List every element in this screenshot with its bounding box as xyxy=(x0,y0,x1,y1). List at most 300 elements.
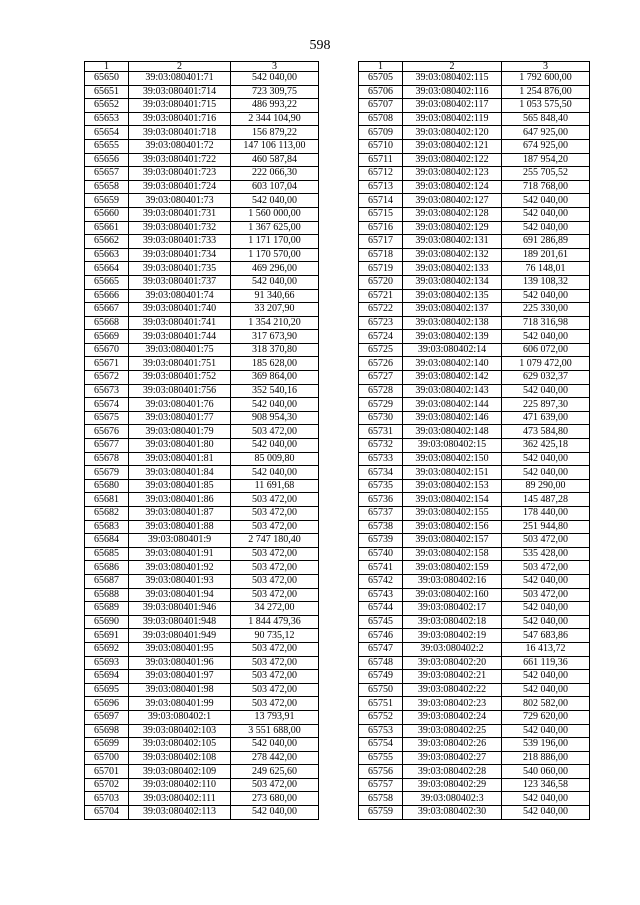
row-number-cell: 65729 xyxy=(359,398,403,412)
value-cell: 278 442,00 xyxy=(231,751,319,765)
value-cell: 503 472,00 xyxy=(231,425,319,439)
value-cell: 90 735,12 xyxy=(231,629,319,643)
table-row xyxy=(85,656,319,670)
table-row xyxy=(85,466,319,480)
value-cell: 718 316,98 xyxy=(502,316,590,330)
cadastral-number-cell: 39:03:080401:740 xyxy=(129,303,231,317)
cadastral-number-cell: 39:03:080401:948 xyxy=(129,615,231,629)
cadastral-number-cell: 39:03:080402:115 xyxy=(403,72,502,86)
table-row xyxy=(85,439,319,453)
value-cell: 503 472,00 xyxy=(231,697,319,711)
value-cell: 674 925,00 xyxy=(502,139,590,153)
row-number-cell: 65712 xyxy=(359,167,403,181)
row-number-cell: 65679 xyxy=(85,466,129,480)
table-row xyxy=(85,126,319,140)
cadastral-number-cell: 39:03:080402:131 xyxy=(403,235,502,249)
table-row xyxy=(359,316,590,330)
value-cell: 542 040,00 xyxy=(502,384,590,398)
table-row xyxy=(85,316,319,330)
cadastral-number-cell: 39:03:080402:129 xyxy=(403,221,502,235)
cadastral-number-cell: 39:03:080402:119 xyxy=(403,112,502,126)
value-cell: 542 040,00 xyxy=(502,670,590,684)
table-row xyxy=(85,534,319,548)
cadastral-number-cell: 39:03:080402:120 xyxy=(403,126,502,140)
value-cell: 503 472,00 xyxy=(231,656,319,670)
table-row xyxy=(85,452,319,466)
value-cell: 503 472,00 xyxy=(231,778,319,792)
value-cell: 189 201,61 xyxy=(502,248,590,262)
table-row xyxy=(359,642,590,656)
row-number-cell: 65739 xyxy=(359,534,403,548)
table-row xyxy=(85,710,319,724)
value-cell: 255 705,52 xyxy=(502,167,590,181)
table-row xyxy=(359,806,590,820)
row-number-cell: 65680 xyxy=(85,479,129,493)
row-number-cell: 65701 xyxy=(85,765,129,779)
table-row xyxy=(359,738,590,752)
row-number-cell: 65688 xyxy=(85,588,129,602)
column-header: 3 xyxy=(502,62,590,72)
value-cell: 352 540,16 xyxy=(231,384,319,398)
table-row xyxy=(359,330,590,344)
value-cell: 542 040,00 xyxy=(502,683,590,697)
row-number-cell: 65657 xyxy=(85,167,129,181)
row-number-cell: 65691 xyxy=(85,629,129,643)
value-cell: 185 628,00 xyxy=(231,357,319,371)
table-row xyxy=(359,697,590,711)
value-cell: 629 032,37 xyxy=(502,371,590,385)
value-cell: 473 584,80 xyxy=(502,425,590,439)
value-cell: 225 330,00 xyxy=(502,303,590,317)
value-cell: 486 993,22 xyxy=(231,99,319,113)
cadastral-number-cell: 39:03:080401:71 xyxy=(129,72,231,86)
table-row xyxy=(85,507,319,521)
table-row xyxy=(85,724,319,738)
cadastral-number-cell: 39:03:080402:138 xyxy=(403,316,502,330)
row-number-cell: 65661 xyxy=(85,221,129,235)
table-row xyxy=(359,72,590,86)
cadastral-number-cell: 39:03:080402:22 xyxy=(403,683,502,697)
table-row xyxy=(85,738,319,752)
row-number-cell: 65735 xyxy=(359,479,403,493)
row-number-cell: 65713 xyxy=(359,180,403,194)
value-cell: 251 944,80 xyxy=(502,520,590,534)
row-number-cell: 65737 xyxy=(359,507,403,521)
table-row xyxy=(359,85,590,99)
cadastral-number-cell: 39:03:080402:103 xyxy=(129,724,231,738)
row-number-cell: 65727 xyxy=(359,371,403,385)
row-number-cell: 65717 xyxy=(359,235,403,249)
cadastral-number-cell: 39:03:080402:18 xyxy=(403,615,502,629)
cadastral-number-cell: 39:03:080401:737 xyxy=(129,275,231,289)
table-row xyxy=(359,670,590,684)
table-row xyxy=(85,588,319,602)
cadastral-number-cell: 39:03:080402:117 xyxy=(403,99,502,113)
value-cell: 802 582,00 xyxy=(502,697,590,711)
table-row xyxy=(85,411,319,425)
table-row xyxy=(359,248,590,262)
table-row xyxy=(85,248,319,262)
value-cell: 542 040,00 xyxy=(231,806,319,820)
value-cell: 542 040,00 xyxy=(502,330,590,344)
table-row xyxy=(359,343,590,357)
cadastral-number-cell: 39:03:080402:14 xyxy=(403,343,502,357)
cadastral-number-cell: 39:03:080401:718 xyxy=(129,126,231,140)
table-row xyxy=(359,574,590,588)
table-row xyxy=(359,452,590,466)
table-row xyxy=(359,656,590,670)
table-row xyxy=(359,235,590,249)
column-header: 2 xyxy=(403,62,502,72)
value-cell: 503 472,00 xyxy=(231,561,319,575)
table-row xyxy=(359,534,590,548)
row-number-cell: 65711 xyxy=(359,153,403,167)
table-row xyxy=(85,275,319,289)
cadastral-number-cell: 39:03:080402:139 xyxy=(403,330,502,344)
table-row xyxy=(359,139,590,153)
value-cell: 187 954,20 xyxy=(502,153,590,167)
row-number-cell: 65746 xyxy=(359,629,403,643)
cadastral-number-cell: 39:03:080401:91 xyxy=(129,547,231,561)
row-number-cell: 65699 xyxy=(85,738,129,752)
value-cell: 535 428,00 xyxy=(502,547,590,561)
table-row xyxy=(359,561,590,575)
table-row xyxy=(85,85,319,99)
cadastral-number-cell: 39:03:080401:733 xyxy=(129,235,231,249)
cadastral-number-cell: 39:03:080402:124 xyxy=(403,180,502,194)
cadastral-number-cell: 39:03:080401:715 xyxy=(129,99,231,113)
table-row xyxy=(85,547,319,561)
cadastral-number-cell: 39:03:080402:148 xyxy=(403,425,502,439)
table-row xyxy=(359,507,590,521)
page-number: 598 xyxy=(309,38,331,53)
row-number-cell: 65723 xyxy=(359,316,403,330)
row-number-cell: 65702 xyxy=(85,778,129,792)
table-row xyxy=(85,72,319,86)
cadastral-number-cell: 39:03:080401:722 xyxy=(129,153,231,167)
value-cell: 542 040,00 xyxy=(502,207,590,221)
table-row xyxy=(359,207,590,221)
row-number-cell: 65756 xyxy=(359,765,403,779)
cadastral-number-cell: 39:03:080401:75 xyxy=(129,343,231,357)
table-row xyxy=(85,371,319,385)
cadastral-number-cell: 39:03:080402:123 xyxy=(403,167,502,181)
header-row xyxy=(359,62,590,72)
row-number-cell: 65755 xyxy=(359,751,403,765)
row-number-cell: 65671 xyxy=(85,357,129,371)
table-row xyxy=(85,384,319,398)
value-cell: 542 040,00 xyxy=(231,439,319,453)
cadastral-number-cell: 39:03:080401:94 xyxy=(129,588,231,602)
table-row xyxy=(85,180,319,194)
value-cell: 503 472,00 xyxy=(231,683,319,697)
cadastral-number-cell: 39:03:080401:74 xyxy=(129,289,231,303)
row-number-cell: 65676 xyxy=(85,425,129,439)
row-number-cell: 65722 xyxy=(359,303,403,317)
table-row xyxy=(359,357,590,371)
value-cell: 647 925,00 xyxy=(502,126,590,140)
row-number-cell: 65664 xyxy=(85,262,129,276)
value-cell: 565 848,40 xyxy=(502,112,590,126)
table-row xyxy=(85,425,319,439)
cadastral-number-cell: 39:03:080402:121 xyxy=(403,139,502,153)
row-number-cell: 65707 xyxy=(359,99,403,113)
value-cell: 503 472,00 xyxy=(502,588,590,602)
table-row xyxy=(359,398,590,412)
table-row xyxy=(85,642,319,656)
table-row xyxy=(85,235,319,249)
row-number-cell: 65663 xyxy=(85,248,129,262)
cadastral-number-cell: 39:03:080402:26 xyxy=(403,738,502,752)
cadastral-number-cell: 39:03:080402:27 xyxy=(403,751,502,765)
value-cell: 503 472,00 xyxy=(502,534,590,548)
value-cell: 249 625,60 xyxy=(231,765,319,779)
cadastral-number-cell: 39:03:080401:87 xyxy=(129,507,231,521)
row-number-cell: 65715 xyxy=(359,207,403,221)
table-row xyxy=(359,792,590,806)
row-number-cell: 65733 xyxy=(359,452,403,466)
row-number-cell: 65692 xyxy=(85,642,129,656)
row-number-cell: 65693 xyxy=(85,656,129,670)
row-number-cell: 65681 xyxy=(85,493,129,507)
row-number-cell: 65705 xyxy=(359,72,403,86)
row-number-cell: 65696 xyxy=(85,697,129,711)
row-number-cell: 65741 xyxy=(359,561,403,575)
value-cell: 908 954,30 xyxy=(231,411,319,425)
table-row xyxy=(359,683,590,697)
table-row xyxy=(359,167,590,181)
value-cell: 542 040,00 xyxy=(502,452,590,466)
row-number-cell: 65757 xyxy=(359,778,403,792)
cadastral-number-cell: 39:03:080402:21 xyxy=(403,670,502,684)
row-number-cell: 65667 xyxy=(85,303,129,317)
cadastral-number-cell: 39:03:080402:28 xyxy=(403,765,502,779)
row-number-cell: 65716 xyxy=(359,221,403,235)
cadastral-number-cell: 39:03:080401:72 xyxy=(129,139,231,153)
table-row xyxy=(359,439,590,453)
row-number-cell: 65751 xyxy=(359,697,403,711)
table-row xyxy=(359,411,590,425)
row-number-cell: 65745 xyxy=(359,615,403,629)
value-cell: 273 680,00 xyxy=(231,792,319,806)
row-number-cell: 65685 xyxy=(85,547,129,561)
table-row xyxy=(85,615,319,629)
row-number-cell: 65678 xyxy=(85,452,129,466)
cadastral-number-cell: 39:03:080402:17 xyxy=(403,602,502,616)
row-number-cell: 65704 xyxy=(85,806,129,820)
table-row xyxy=(85,343,319,357)
cadastral-number-cell: 39:03:080402:29 xyxy=(403,778,502,792)
cadastral-number-cell: 39:03:080402:151 xyxy=(403,466,502,480)
value-cell: 139 108,32 xyxy=(502,275,590,289)
value-cell: 542 040,00 xyxy=(231,72,319,86)
cadastral-number-cell: 39:03:080401:716 xyxy=(129,112,231,126)
row-number-cell: 65674 xyxy=(85,398,129,412)
table-row xyxy=(359,629,590,643)
value-cell: 3 551 688,00 xyxy=(231,724,319,738)
cadastral-number-cell: 39:03:080402:140 xyxy=(403,357,502,371)
row-number-cell: 65710 xyxy=(359,139,403,153)
value-cell: 542 040,00 xyxy=(231,194,319,208)
cadastral-number-cell: 39:03:080401:723 xyxy=(129,167,231,181)
row-number-cell: 65658 xyxy=(85,180,129,194)
table-row xyxy=(85,765,319,779)
cadastral-number-cell: 39:03:080401:81 xyxy=(129,452,231,466)
value-cell: 691 286,89 xyxy=(502,235,590,249)
table-row xyxy=(85,167,319,181)
row-number-cell: 65652 xyxy=(85,99,129,113)
cadastral-number-cell: 39:03:080401:946 xyxy=(129,602,231,616)
cadastral-number-cell: 39:03:080401:84 xyxy=(129,466,231,480)
table-row xyxy=(85,289,319,303)
table-row xyxy=(359,547,590,561)
value-cell: 16 413,72 xyxy=(502,642,590,656)
value-cell: 123 346,58 xyxy=(502,778,590,792)
cadastral-number-cell: 39:03:080402:16 xyxy=(403,574,502,588)
cadastral-number-cell: 39:03:080402:15 xyxy=(403,439,502,453)
value-cell: 317 673,90 xyxy=(231,330,319,344)
value-cell: 34 272,00 xyxy=(231,602,319,616)
value-cell: 542 040,00 xyxy=(502,806,590,820)
row-number-cell: 65697 xyxy=(85,710,129,724)
table-row xyxy=(85,561,319,575)
row-number-cell: 65654 xyxy=(85,126,129,140)
cadastral-number-cell: 39:03:080401:752 xyxy=(129,371,231,385)
row-number-cell: 65728 xyxy=(359,384,403,398)
row-number-cell: 65731 xyxy=(359,425,403,439)
cadastral-number-cell: 39:03:080401:98 xyxy=(129,683,231,697)
value-cell: 1 560 000,00 xyxy=(231,207,319,221)
value-cell: 603 107,04 xyxy=(231,180,319,194)
value-cell: 85 009,80 xyxy=(231,452,319,466)
value-cell: 469 296,00 xyxy=(231,262,319,276)
cadastral-number-cell: 39:03:080401:741 xyxy=(129,316,231,330)
column-header: 1 xyxy=(359,62,403,72)
table-row xyxy=(359,289,590,303)
row-number-cell: 65656 xyxy=(85,153,129,167)
row-number-cell: 65690 xyxy=(85,615,129,629)
cadastral-number-cell: 39:03:080402:159 xyxy=(403,561,502,575)
cadastral-number-cell: 39:03:080401:95 xyxy=(129,642,231,656)
value-cell: 542 040,00 xyxy=(502,792,590,806)
row-number-cell: 65721 xyxy=(359,289,403,303)
table-row xyxy=(85,778,319,792)
cadastral-number-cell: 39:03:080401:735 xyxy=(129,262,231,276)
cadastral-number-cell: 39:03:080402:154 xyxy=(403,493,502,507)
cadastral-number-cell: 39:03:080401:86 xyxy=(129,493,231,507)
row-number-cell: 65748 xyxy=(359,656,403,670)
cadastral-number-cell: 39:03:080401:93 xyxy=(129,574,231,588)
row-number-cell: 65687 xyxy=(85,574,129,588)
value-cell: 542 040,00 xyxy=(231,275,319,289)
cadastral-number-cell: 39:03:080401:73 xyxy=(129,194,231,208)
cadastral-number-cell: 39:03:080401:76 xyxy=(129,398,231,412)
cadastral-number-cell: 39:03:080401:97 xyxy=(129,670,231,684)
cadastral-number-cell: 39:03:080402:142 xyxy=(403,371,502,385)
table-row xyxy=(359,602,590,616)
value-cell: 542 040,00 xyxy=(231,738,319,752)
cadastral-number-cell: 39:03:080402:128 xyxy=(403,207,502,221)
value-cell: 13 793,91 xyxy=(231,710,319,724)
table-row xyxy=(359,180,590,194)
cadastral-number-cell: 39:03:080402:122 xyxy=(403,153,502,167)
cadastral-number-cell: 39:03:080401:734 xyxy=(129,248,231,262)
cadastral-number-cell: 39:03:080402:30 xyxy=(403,806,502,820)
value-cell: 178 440,00 xyxy=(502,507,590,521)
cadastral-number-cell: 39:03:080402:146 xyxy=(403,411,502,425)
table-row xyxy=(359,221,590,235)
table-row xyxy=(359,371,590,385)
row-number-cell: 65758 xyxy=(359,792,403,806)
value-cell: 542 040,00 xyxy=(502,724,590,738)
value-cell: 91 340,66 xyxy=(231,289,319,303)
table-row xyxy=(359,751,590,765)
cadastral-number-cell: 39:03:080402:137 xyxy=(403,303,502,317)
row-number-cell: 65673 xyxy=(85,384,129,398)
row-number-cell: 65655 xyxy=(85,139,129,153)
cadastral-number-cell: 39:03:080401:9 xyxy=(129,534,231,548)
row-number-cell: 65724 xyxy=(359,330,403,344)
value-cell: 1 367 625,00 xyxy=(231,221,319,235)
cadastral-number-cell: 39:03:080402:135 xyxy=(403,289,502,303)
cadastral-number-cell: 39:03:080402:143 xyxy=(403,384,502,398)
table-row xyxy=(85,697,319,711)
row-number-cell: 65695 xyxy=(85,683,129,697)
column-header: 3 xyxy=(231,62,319,72)
value-cell: 218 886,00 xyxy=(502,751,590,765)
table-row xyxy=(85,493,319,507)
table-row xyxy=(359,262,590,276)
cadastral-number-cell: 39:03:080402:23 xyxy=(403,697,502,711)
row-number-cell: 65677 xyxy=(85,439,129,453)
row-number-cell: 65747 xyxy=(359,642,403,656)
cadastral-number-cell: 39:03:080402:158 xyxy=(403,547,502,561)
row-number-cell: 65672 xyxy=(85,371,129,385)
table-row xyxy=(85,139,319,153)
cadastral-number-cell: 39:03:080402:156 xyxy=(403,520,502,534)
cadastral-number-cell: 39:03:080402:160 xyxy=(403,588,502,602)
table-row xyxy=(85,683,319,697)
table-row xyxy=(85,330,319,344)
cadastral-number-cell: 39:03:080401:99 xyxy=(129,697,231,711)
table-row xyxy=(359,194,590,208)
value-cell: 2 344 104,90 xyxy=(231,112,319,126)
table-row xyxy=(359,126,590,140)
header-row xyxy=(85,62,319,72)
row-number-cell: 65744 xyxy=(359,602,403,616)
row-number-cell: 65670 xyxy=(85,343,129,357)
cadastral-number-cell: 39:03:080401:79 xyxy=(129,425,231,439)
table-row xyxy=(85,194,319,208)
table-row xyxy=(85,520,319,534)
table-row xyxy=(359,479,590,493)
cadastral-number-cell: 39:03:080402:116 xyxy=(403,85,502,99)
cadastral-number-cell: 39:03:080402:153 xyxy=(403,479,502,493)
row-number-cell: 65750 xyxy=(359,683,403,697)
table-row xyxy=(359,520,590,534)
value-cell: 1 053 575,50 xyxy=(502,99,590,113)
row-number-cell: 65684 xyxy=(85,534,129,548)
value-cell: 542 040,00 xyxy=(231,466,319,480)
cadastral-number-cell: 39:03:080402:110 xyxy=(129,778,231,792)
cadastral-number-cell: 39:03:080401:751 xyxy=(129,357,231,371)
cadastral-number-cell: 39:03:080402:19 xyxy=(403,629,502,643)
row-number-cell: 65738 xyxy=(359,520,403,534)
cadastral-number-cell: 39:03:080402:133 xyxy=(403,262,502,276)
row-number-cell: 65694 xyxy=(85,670,129,684)
value-cell: 471 639,00 xyxy=(502,411,590,425)
table-row xyxy=(359,493,590,507)
